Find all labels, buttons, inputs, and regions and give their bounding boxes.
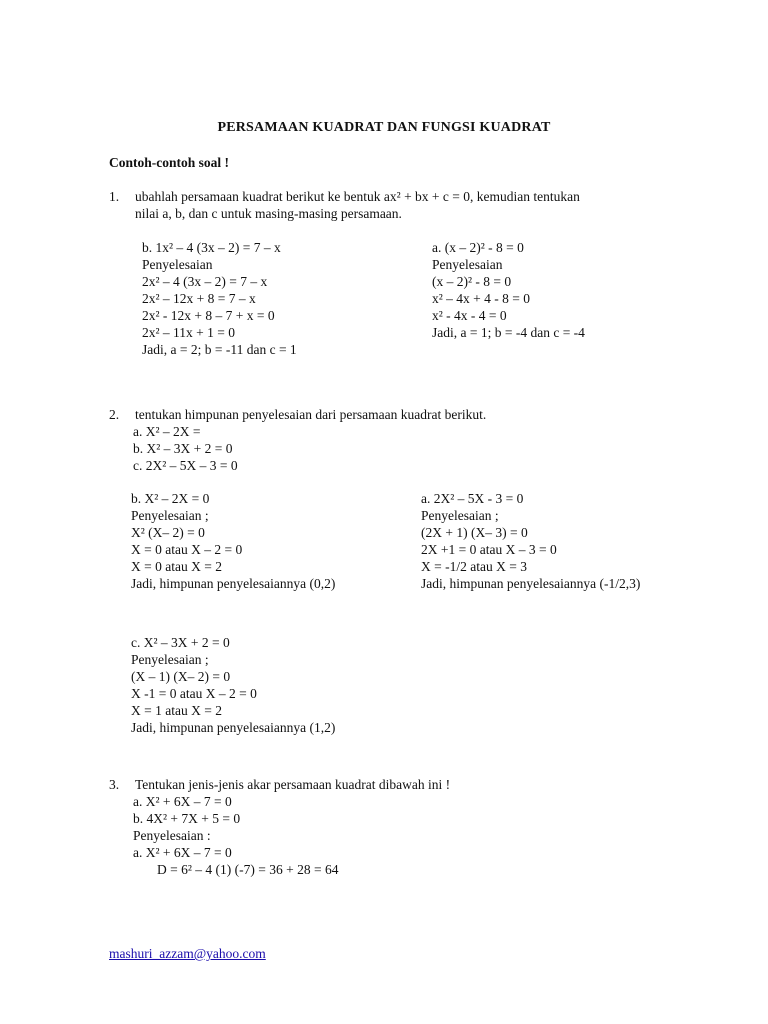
solution-line: (X – 1) (X– 2) = 0 (131, 669, 231, 684)
solution-line: X = 0 atau X – 2 = 0 (131, 542, 243, 557)
q2-solution-left (131, 490, 335, 592)
solution-line: (x – 2)² - 8 = 0 (432, 274, 512, 289)
q1-text-line2: nilai a, b, dan c untuk masing-masing persamaan. (135, 206, 402, 221)
solution-line: X² (X– 2) = 0 (131, 525, 205, 540)
list-item: c. 2X² – 5X – 3 = 0 (133, 458, 238, 473)
list-item: Penyelesaian : (133, 828, 211, 843)
solution-line: 2x² – 11x + 1 = 0 (142, 325, 236, 340)
solution-line: Penyelesaian ; (131, 652, 209, 667)
solution-line: X -1 = 0 atau X – 2 = 0 (131, 686, 257, 701)
q3-number: 3. (109, 777, 120, 792)
footer-email-link[interactable]: mashuri_azzam@yahoo.com (109, 946, 266, 961)
solution-line: x² – 4x + 4 - 8 = 0 (432, 291, 531, 306)
solution-line: a. 2X² – 5X - 3 = 0 (421, 491, 524, 506)
solution-line: 2x² - 12x + 8 – 7 + x = 0 (142, 308, 275, 323)
q1-solution-right (432, 239, 585, 341)
solution-line: Jadi, himpunan penyelesaiannya (1,2) (131, 720, 336, 735)
page-title: PERSAMAAN KUADRAT DAN FUNGSI KUADRAT (217, 120, 551, 135)
solution-line: (2X + 1) (X– 3) = 0 (421, 525, 528, 540)
q2-solution-right (421, 490, 640, 592)
list-item: a. X² – 2X = (133, 424, 201, 439)
solution-line: b. 1x² – 4 (3x – 2) = 7 – x (142, 240, 281, 255)
solution-line: 2x² – 12x + 8 = 7 – x (142, 291, 256, 306)
solution-line: Penyelesaian (142, 257, 213, 272)
solution-line: Jadi, a = 1; b = -4 dan c = -4 (432, 325, 585, 340)
solution-line: c. X² – 3X + 2 = 0 (131, 635, 230, 650)
solution-line: Jadi, a = 2; b = -11 dan c = 1 (142, 342, 297, 357)
subtitle: Contoh-contoh soal ! (109, 155, 230, 170)
q3-text-line1: Tentukan jenis-jenis akar persamaan kuadrat dibawah ini ! (135, 777, 451, 792)
solution-line: b. X² – 2X = 0 (131, 491, 210, 506)
q1-number: 1. (109, 189, 120, 204)
q2-number: 2. (109, 407, 120, 422)
list-item: b. 4X² + 7X + 5 = 0 (133, 811, 241, 826)
q2-items (133, 423, 238, 474)
solution-line: Penyelesaian ; (131, 508, 209, 523)
q3-items (133, 793, 240, 861)
q1-solution-left (142, 239, 297, 358)
solution-line: x² - 4x - 4 = 0 (432, 308, 507, 323)
solution-line: 2X +1 = 0 atau X – 3 = 0 (421, 542, 557, 557)
q2-text-line1: tentukan himpunan penyelesaian dari persamaan kuadrat berikut. (135, 407, 487, 422)
solution-line: Penyelesaian (432, 257, 503, 272)
list-item: a. X² + 6X – 7 = 0 (133, 845, 232, 860)
solution-line: a. (x – 2)² - 8 = 0 (432, 240, 524, 255)
solution-line: 2x² – 4 (3x – 2) = 7 – x (142, 274, 268, 289)
solution-line: Jadi, himpunan penyelesaiannya (0,2) (131, 576, 336, 591)
solution-line: Jadi, himpunan penyelesaiannya (-1/2,3) (421, 576, 641, 591)
list-item: a. X² + 6X – 7 = 0 (133, 794, 232, 809)
q2-solution-c (131, 634, 335, 736)
solution-line: Penyelesaian ; (421, 508, 499, 523)
q1-text-line1: ubahlah persamaan kuadrat berikut ke bentuk ax² + bx + c = 0, kemudian tentukan (135, 189, 580, 204)
solution-line: X = 0 atau X = 2 (131, 559, 222, 574)
solution-line: X = -1/2 atau X = 3 (421, 559, 527, 574)
list-item: b. X² – 3X + 2 = 0 (133, 441, 233, 456)
solution-line: X = 1 atau X = 2 (131, 703, 222, 718)
q3-discriminant: D = 6² – 4 (1) (-7) = 36 + 28 = 64 (157, 862, 339, 877)
